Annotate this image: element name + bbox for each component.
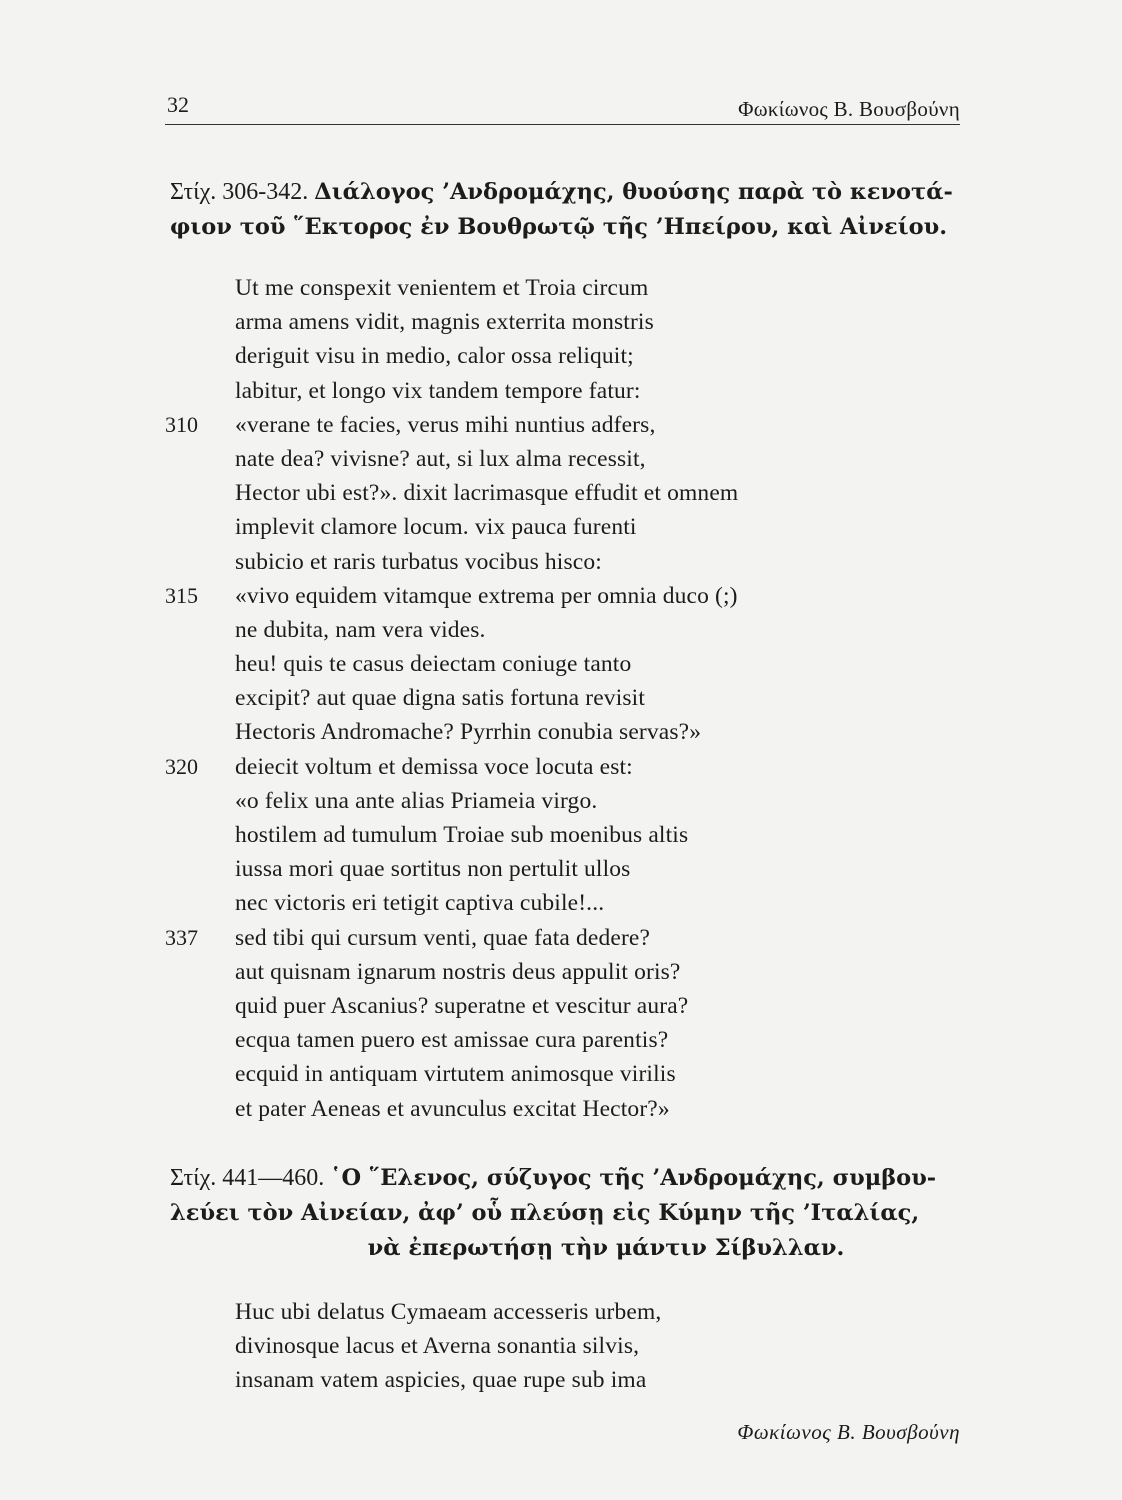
section-title-line-3: νὰ ἐπερωτήσῃ τὴν μάντιν Σίβυλλαν. <box>367 1235 845 1261</box>
verse-line <box>165 510 965 544</box>
verse-text: et pater Aeneas et avunculus excitat Hector?» <box>235 1095 670 1122</box>
page-number: 32 <box>167 92 189 117</box>
verse-line <box>165 921 965 955</box>
verse-text: deiecit voltum et demissa voce locuta est: <box>235 753 633 780</box>
verse-reference: Στίχ. 306-342. <box>170 179 309 205</box>
verse-text: labitur, et longo vix tandem tempore fatur: <box>235 377 641 404</box>
verse-text: nec victoris eri tetigit captiva cubile!... <box>235 890 605 917</box>
verse-line <box>165 374 965 408</box>
verse-text: insanam vatem aspicies, quae rupe sub ima <box>235 1367 647 1394</box>
footer-signature: Φωκίωνος Β. Βουσβούνη <box>737 1420 960 1444</box>
verse-text: implevit clamore locum. vix pauca furenti <box>235 514 637 541</box>
verse-line <box>165 408 965 442</box>
section-title-line-1: ῾Ο ῞Ελενος, σύζυγος τῆς ’Ανδρομάχης, συμβου- <box>330 1165 937 1191</box>
verse-line <box>165 647 965 681</box>
running-head: Φωκίωνος Β. Βουσβούνη <box>738 97 960 121</box>
verse-line <box>165 339 965 373</box>
verse-line <box>165 1057 965 1091</box>
verse-line <box>165 545 965 579</box>
line-number: 337 <box>165 924 198 950</box>
page-header <box>165 92 960 125</box>
verse-text: sed tibi qui cursum venti, quae fata dedere? <box>235 924 651 951</box>
section-title-line-2: λεύει τὸν Αἰνείαν, ἀφ’ οὗ πλεύσῃ εἰς Κύμην τῆς ’Ιταλίας, <box>170 1200 920 1226</box>
verse-line <box>165 442 965 476</box>
verse-block-2 <box>165 1295 965 1398</box>
section-heading-2 <box>170 1161 962 1266</box>
verse-line <box>165 784 965 818</box>
verse-line <box>165 955 965 989</box>
verse-text: Ut me conspexit venientem et Troia circum <box>235 275 649 301</box>
verse-text: divinosque lacus et Averna sonantia silvis, <box>235 1333 640 1360</box>
line-number: 310 <box>165 411 198 437</box>
verse-text: Hectoris Andromache? Pyrrhin conubia servas?» <box>235 719 702 746</box>
verse-text: Hector ubi est?». dixit lacrimasque effudit et omnem <box>235 480 739 507</box>
verse-line <box>165 1295 965 1329</box>
verse-text: subicio et raris turbatus vocibus hisco: <box>235 548 602 575</box>
section-title-line-2: φιον τοῦ ῞Εκτορος ἐν Βουθρωτῷ τῆς ’Ηπείρου, καὶ Αἰνείου. <box>170 214 948 240</box>
verse-line <box>165 579 965 613</box>
verse-text: ne dubita, nam vera vides. <box>235 616 486 643</box>
verse-line <box>165 1329 965 1363</box>
verse-text: Huc ubi delatus Cymaeam accesseris urbem, <box>235 1299 662 1325</box>
verse-line <box>165 271 965 305</box>
verse-text: ecqua tamen puero est amissae cura parentis? <box>235 1027 669 1054</box>
verse-text: deriguit visu in medio, calor ossa reliquit; <box>235 343 634 370</box>
verse-line <box>165 818 965 852</box>
verse-line <box>165 886 965 920</box>
verse-line <box>165 852 965 886</box>
verse-text: arma amens vidit, magnis exterrita monstris <box>235 309 654 336</box>
section-heading-1 <box>170 175 962 245</box>
verse-line <box>165 681 965 715</box>
verse-line <box>165 750 965 784</box>
verse-text: «vivo equidem vitamque extrema per omnia duco (;) <box>235 582 738 609</box>
verse-line <box>165 476 965 510</box>
verse-text: heu! quis te casus deiectam coniuge tanto <box>235 651 632 678</box>
verse-text: excipit? aut quae digna satis fortuna revisit <box>235 685 646 712</box>
line-number: 320 <box>165 753 198 779</box>
verse-line <box>165 1363 965 1397</box>
verse-text: nate dea? vivisne? aut, si lux alma recessit, <box>235 445 646 472</box>
verse-text: «o felix una ante alias Priameia virgo. <box>235 787 598 814</box>
verse-text: iussa mori quae sortitus non pertulit ullos <box>235 856 631 883</box>
verse-line <box>165 1023 965 1057</box>
verse-text: quid puer Ascanius? superatne et vescitur aura? <box>235 992 689 1019</box>
verse-line <box>165 305 965 339</box>
verse-block-1 <box>165 271 965 1126</box>
verse-text: hostilem ad tumulum Troiae sub moenibus altis <box>235 822 689 848</box>
line-number: 315 <box>165 582 198 608</box>
verse-text: aut quisnam ignarum nostris deus appulit oris? <box>235 958 681 985</box>
verse-line <box>165 989 965 1023</box>
verse-text: «verane te facies, verus mihi nuntius adfers, <box>235 411 656 438</box>
verse-line <box>165 613 965 647</box>
section-title-line-1: Διάλογος ’Ανδρομάχης, θυούσης παρὰ τὸ κενοτά- <box>314 179 953 205</box>
verse-line <box>165 715 965 749</box>
verse-line <box>165 1092 965 1126</box>
verse-reference: Στίχ. 441—460. <box>170 1165 325 1191</box>
verse-text: ecquid in antiquam virtutem animosque virilis <box>235 1061 676 1088</box>
